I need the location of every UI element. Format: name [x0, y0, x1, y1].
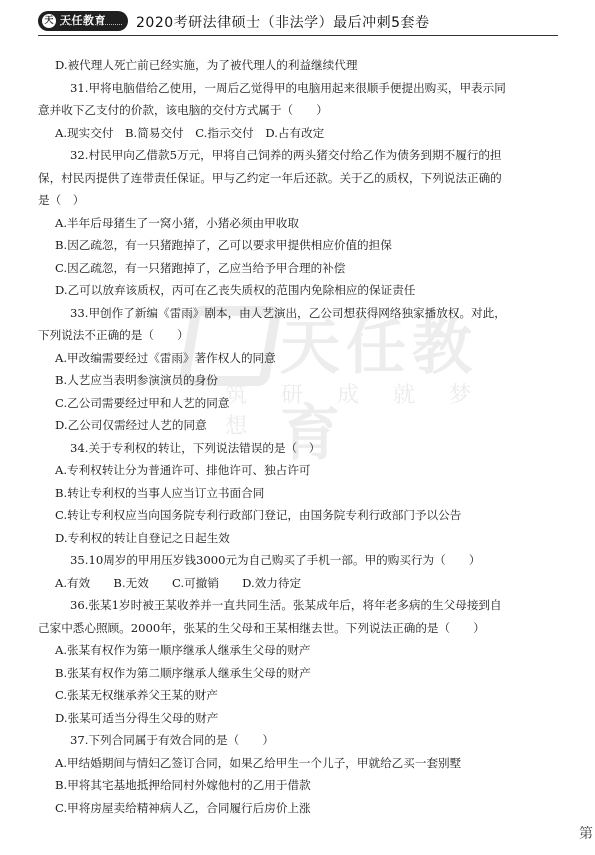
answer-option: D.乙可以放弃该质权，丙可在乙丧失质权的范围内免除相应的保证责任	[55, 283, 416, 297]
page-header	[38, 9, 558, 36]
answer-option: A.专利权转让分为普通许可、排他许可、独占许可	[55, 463, 311, 477]
question-text: 31.甲将电脑借给乙使用，一周后乙觉得甲的电脑用起来很顺手便提出购买，甲表示同	[70, 80, 506, 95]
question-text: 35.10周岁的甲用压岁钱3000元为自己购买了手机一部。甲的购买行为（ ）	[70, 553, 481, 567]
answer-option: C.转让专利权应当向国务院专利行政部门登记，由国务院专利行政部门予以公告	[55, 508, 462, 522]
answer-option: D.乙公司仅需经过人艺的同意	[55, 418, 207, 432]
answer-option: B.人艺应当表明参演演员的身份	[55, 373, 218, 387]
answer-option: B.甲将其宅基地抵押给同村外嫁他村的乙用于借款	[55, 778, 311, 792]
answer-option: A.甲结婚期间与情妇乙签订合同，如果乙给甲生一个儿子，甲就给乙买一套别墅	[55, 755, 462, 770]
answer-option: A.张某有权作为第一顺序继承人继承生父母的财产	[55, 643, 311, 657]
answer-option: C.因乙疏忽，有一只猪跑掉了，乙应当给予甲合理的补偿	[55, 260, 346, 275]
question-text: 37.下列合同属于有效合同的是（ ）	[70, 733, 274, 747]
page-number-partial: 第	[579, 826, 593, 842]
brand-logo	[38, 11, 128, 31]
answer-option: A.甲改编需要经过《雷雨》著作权人的同意	[55, 350, 276, 365]
question-text: 34.关于专利权的转让，下列说法错误的是（ ）	[70, 440, 321, 455]
question-text: 33.甲创作了新编《雷雨》剧本，由人艺演出，乙公司想获得网络独家播放权。对此，	[70, 305, 506, 320]
answer-option: A.现实交付 B.简易交付 C.指示交付 D.占有改定	[55, 125, 325, 140]
logo-name: 天任教育	[60, 14, 106, 27]
answer-option: D.张某可适当分得生父母的财产	[55, 710, 219, 725]
logo-icon: 天	[42, 14, 56, 28]
watermark-brand: 天任教育	[280, 313, 478, 469]
document-title: 2020考研法律硕士（非法学）最后冲刺5套卷	[136, 15, 430, 31]
answer-option: D.被代理人死亡前已经实施，为了被代理人的利益继续代理	[55, 58, 358, 72]
answer-option: B.转让专利权的当事人应当订立书面合同	[55, 485, 265, 500]
answer-option: A.有效 B.无效 C.可撤销 D.效力待定	[55, 575, 302, 590]
question-text: 保，村民丙提供了连带责任保证。甲与乙约定一年后还款。关于乙的质权，下列说法正确的	[38, 170, 502, 185]
question-text: 意并收下乙支付的价款，该电脑的交付方式属于（ ）	[38, 103, 328, 117]
answer-option: D.专利权的转让自登记之日起生效	[55, 530, 230, 545]
question-text: 是（ ）	[38, 193, 85, 207]
watermark-slogan: 筑研成就梦想	[225, 383, 506, 439]
question-text: 32.村民甲向乙借款5万元，甲将自己饲养的两头猪交付给乙作为债务到期不履行的担	[70, 148, 502, 162]
answer-option: B.因乙疏忽，有一只猪跑掉了，乙可以要求甲提供相应价值的担保	[55, 238, 392, 252]
answer-option: A.半年后母猪生了一窝小猪，小猪必须由甲收取	[55, 215, 299, 230]
answer-option: C.张某无权继承养父王某的财产	[55, 688, 218, 702]
answer-option: C.甲将房屋卖给精神病人乙，合同履行后房价上涨	[55, 800, 311, 815]
answer-option: C.乙公司需要经过甲和人艺的同意	[55, 395, 230, 410]
answer-option: B.张某有权作为第二顺序继承人继承生父母的财产	[55, 665, 311, 680]
question-text: 己家中悉心照顾。2000年，张某的生父母和王某相继去世。下列说法正确的是（ ）	[38, 620, 485, 635]
question-content	[38, 54, 560, 819]
question-text: 36.张某1岁时被王某收养并一直共同生活。张某成年后，将年老多病的生父母接到自	[70, 598, 502, 612]
logo-underline	[60, 24, 122, 28]
question-text: 下列说法不正确的是（ ）	[38, 328, 189, 342]
